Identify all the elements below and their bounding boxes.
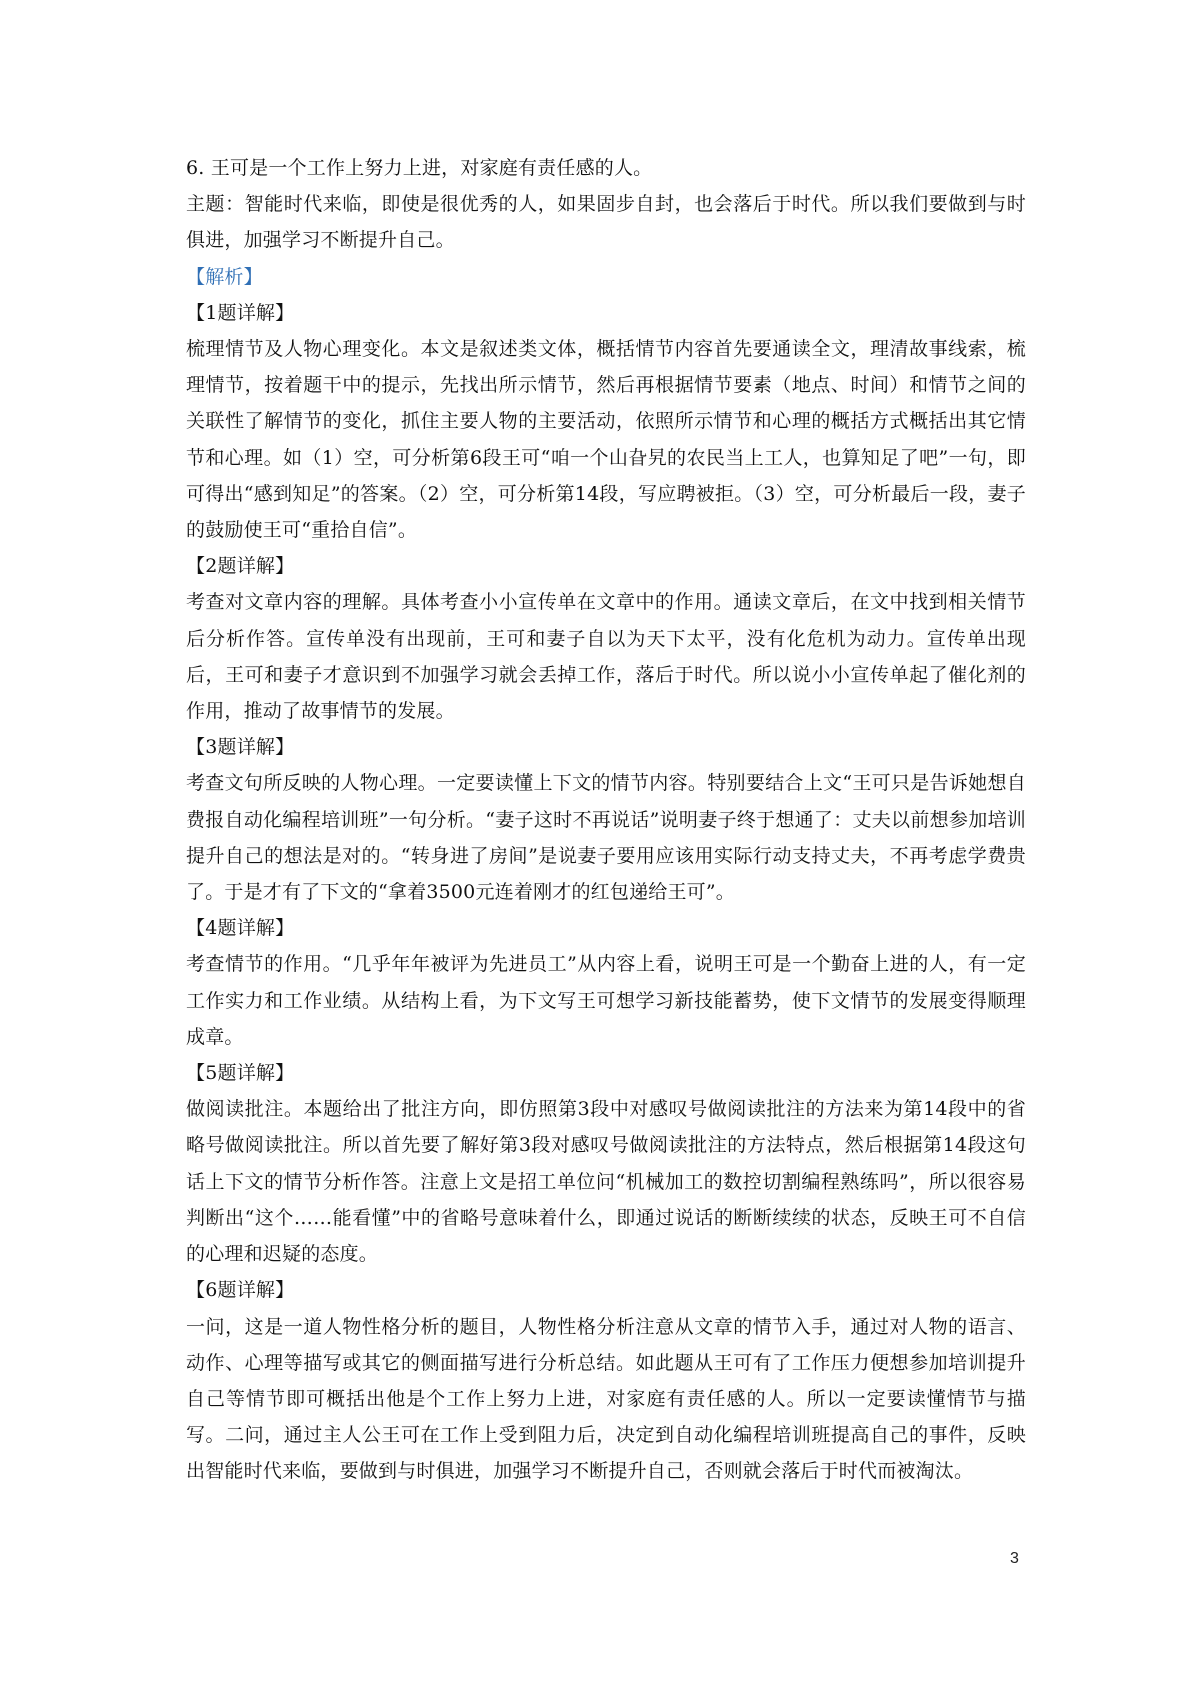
section-body-4: 考查情节的作用。“几乎年年被评为先进员工”从内容上看，说明王可是一个勤奋上进的人，有一定工作实力和工作业绩。从结构上看，为下文写王可想学习新技能蓄势，使下文情节的发展变得顺理成章。 [186, 953, 1026, 1048]
section-body-2: 考查对文章内容的理解。具体考查小小宣传单在文章中的作用。通读文章后，在文中找到相关情节后分析作答。宣传单没有出现前，王可和妻子自以为天下太平，没有化危机为动力。宣传单出现后，王可和妻子才意识到不加强学习就会丢掉工作，落后于时代。所以说小小宣传单起了催化剂的作用，推动了故事情节的发展。 [186, 591, 1026, 723]
page-number: 3 [1010, 1550, 1019, 1567]
answer-theme: 主题：智能时代来临，即使是很优秀的人，如果固步自封，也会落后于时代。所以我们要做到与时俱进，加强学习不断提升自己。 [186, 193, 1026, 252]
analysis-label: 【解析】 [186, 265, 263, 288]
section-body-5: 做阅读批注。本题给出了批注方向，即仿照第3段中对感叹号做阅读批注的方法来为第14段中的省略号做阅读批注。所以首先要了解好第3段对感叹号做阅读批注的方法特点，然后根据第14段这句话上下文的情节分析作答。注意上文是招工单位问“机械加工的数控切割编程熟练吗”，所以很容易判断出“这个……能看懂”中的省略号意味着什么，即通过说话的断断续续的状态，反映王可不自信的心理和迟疑的态度。 [186, 1098, 1026, 1266]
section-body-1: 梳理情节及人物心理变化。本文是叙述类文体，概括情节内容首先要通读全文，理清故事线索，梳理情节，按着题干中的提示，先找出所示情节，然后再根据情节要素（地点、时间）和情节之间的关联性了解情节的变化，抓住主要人物的主要活动，依照所示情节和心理的概括方式概括出其它情节和心理。如（1）空，可分析第6段王可“咱一个山旮旯的农民当上工人，也算知足了吧”一句，即可得出“感到知足”的答案。（2）空，可分析第14段，写应聘被拒。（3）空，可分析最后一段，妻子的鼓励使王可“重拾自信”。 [186, 338, 1026, 542]
section-heading-2: 【2题详解】 [186, 555, 295, 578]
section-body-6: 一问，这是一道人物性格分析的题目，人物性格分析注意从文章的情节入手，通过对人物的语言、动作、心理等描写或其它的侧面描写进行分析总结。如此题从王可有了工作压力便想参加培训提升自己等情节即可概括出他是个工作上努力上进，对家庭有责任感的人。所以一定要读懂情节与描写。二问，通过主人公王可在工作上受到阻力后，决定到自动化编程培训班提高自己的事件，反映出智能时代来临，要做到与时俱进，加强学习不断提升自己，否则就会落后于时代而被淘汰。 [186, 1315, 1026, 1483]
section-body-3: 考查文句所反映的人物心理。一定要读懂上下文的情节内容。特别要结合上文“王可只是告诉她想自费报自动化编程培训班”一句分析。“妻子这时不再说话”说明妻子终于想通了：丈夫以前想参加培训提升自己的想法是对的。“转身进了房间”是说妻子要用应该用实际行动支持丈夫，不再考虑学费贵了。于是才有了下文的“拿着3500元连着刚才的红包递给王可”。 [186, 772, 1026, 904]
section-heading-5: 【5题详解】 [186, 1062, 295, 1085]
section-heading-4: 【4题详解】 [186, 917, 295, 940]
page-content [186, 150, 1026, 1490]
section-heading-6: 【6题详解】 [186, 1279, 295, 1302]
answer-q6: 6. 王可是一个工作上努力上进，对家庭有责任感的人。 [186, 157, 653, 179]
section-heading-1: 【1题详解】 [186, 301, 295, 324]
section-heading-3: 【3题详解】 [186, 736, 295, 759]
